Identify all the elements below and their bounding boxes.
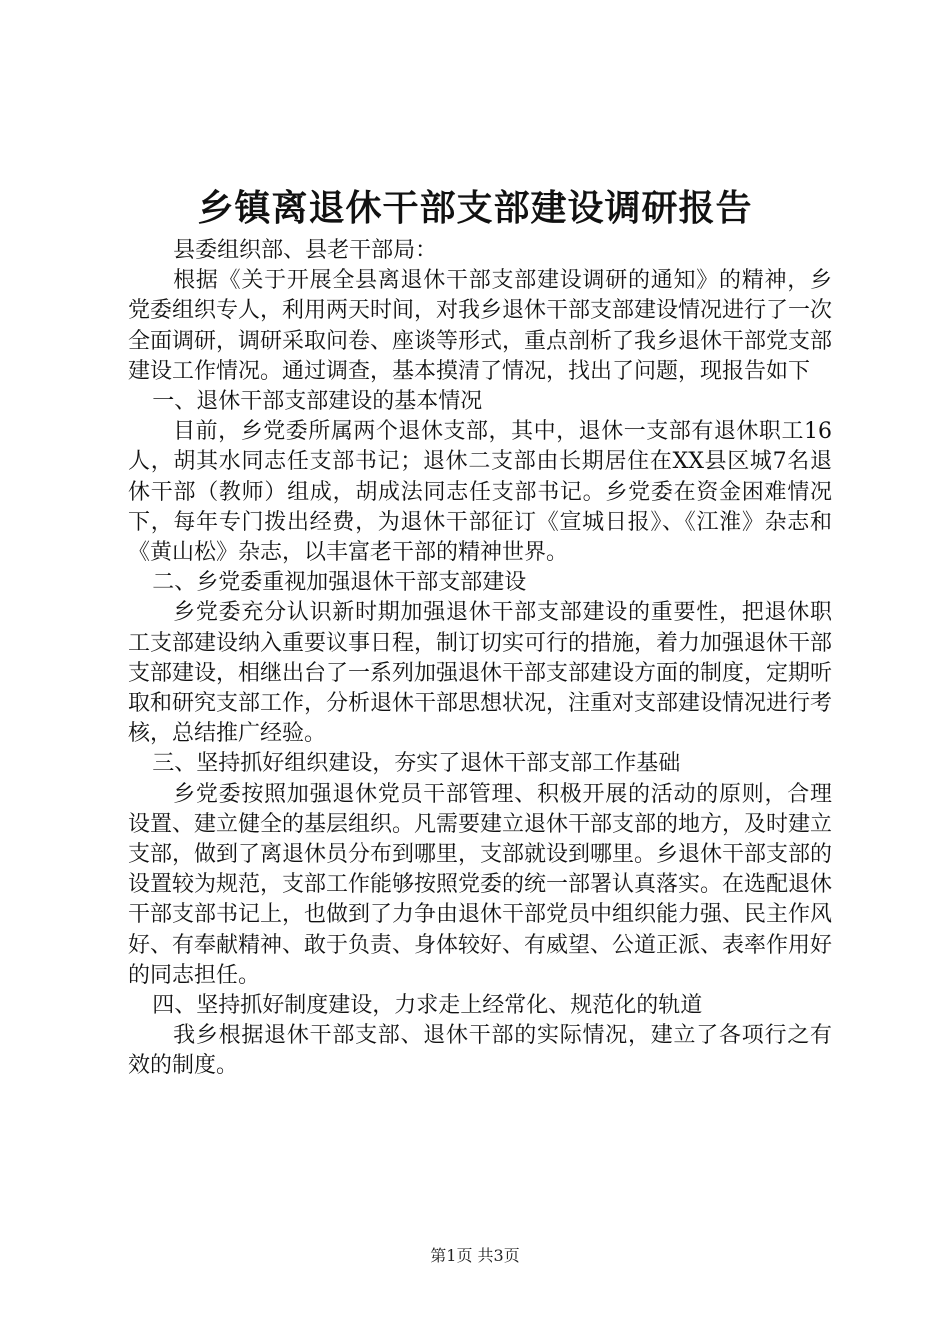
section-heading-3: 三、坚持抓好组织建设，夯实了退休干部支部工作基础 [152, 751, 681, 777]
document-body [128, 236, 832, 1082]
page-number-footer: 第1页 共3页 [430, 1246, 520, 1265]
section-heading-2: 二、乡党委重视加强退休干部支部建设 [152, 570, 527, 596]
salutation: 县委组织部、县老干部局： [173, 238, 438, 263]
section-paragraph-3: 乡党委按照加强退休党员干部管理、积极开展的活动的原则，合理设置、建立健全的基层组织。凡需要建立退休干部支部的地方，及时建立支部，做到了离退休员分布到哪里，支部就设到哪里。乡退休干部支部的设置较为规范，支部工作能够按照党委的统一部署认真落实。在选配退休干部支部书记上，也做到了力争由退休干部党员中组织能力强、民主作风好、有奉献精神、敢于负责、身体较好、有威望、公道正派、表率作用好的同志担任。 [128, 781, 833, 988]
section-heading-4: 四、坚持抓好制度建设，力求走上经常化、规范化的轨道 [152, 993, 703, 1019]
section-paragraph-2: 乡党委充分认识新时期加强退休干部支部建设的重要性，把退休职工支部建设纳入重要议事日程，制订切实可行的措施，着力加强退休干部支部建设，相继出台了一系列加强退休干部支部建设方面的制度，定期听取和研究支部工作，分析退休干部思想状况，注重对支部建设情况进行考核，总结推广经验。 [128, 600, 833, 747]
intro-paragraph: 根据《关于开展全县离退休干部支部建设调研的通知》的精神，乡党委组织专人，利用两天时间，对我乡退休干部支部建设情况进行了一次全面调研，调研采取问卷、座谈等形式，重点剖析了我乡退休干部党支部建设工作情况。通过调查，基本摸清了情况，找出了问题，现报告如下 [128, 268, 833, 384]
section-heading-1: 一、退休干部支部建设的基本情况 [152, 389, 483, 415]
document-title: 乡镇离退休干部支部建设调研报告 [197, 187, 753, 229]
section-paragraph-4: 我乡根据退休干部支部、退休干部的实际情况，建立了各项行之有效的制度。 [128, 1023, 832, 1079]
section-paragraph-1: 目前，乡党委所属两个退休支部，其中，退休一支部有退休职工16人，胡其水同志任支部书记；退休二支部由长期居住在XX县区城7名退休干部（教师）组成，胡成法同志任支部书记。乡党委在资金困难情况下，每年专门拨出经费，为退休干部征订《宣城日报》、《江淮》杂志和《黄山松》杂志，以丰富老干部的精神世界。 [128, 419, 832, 566]
